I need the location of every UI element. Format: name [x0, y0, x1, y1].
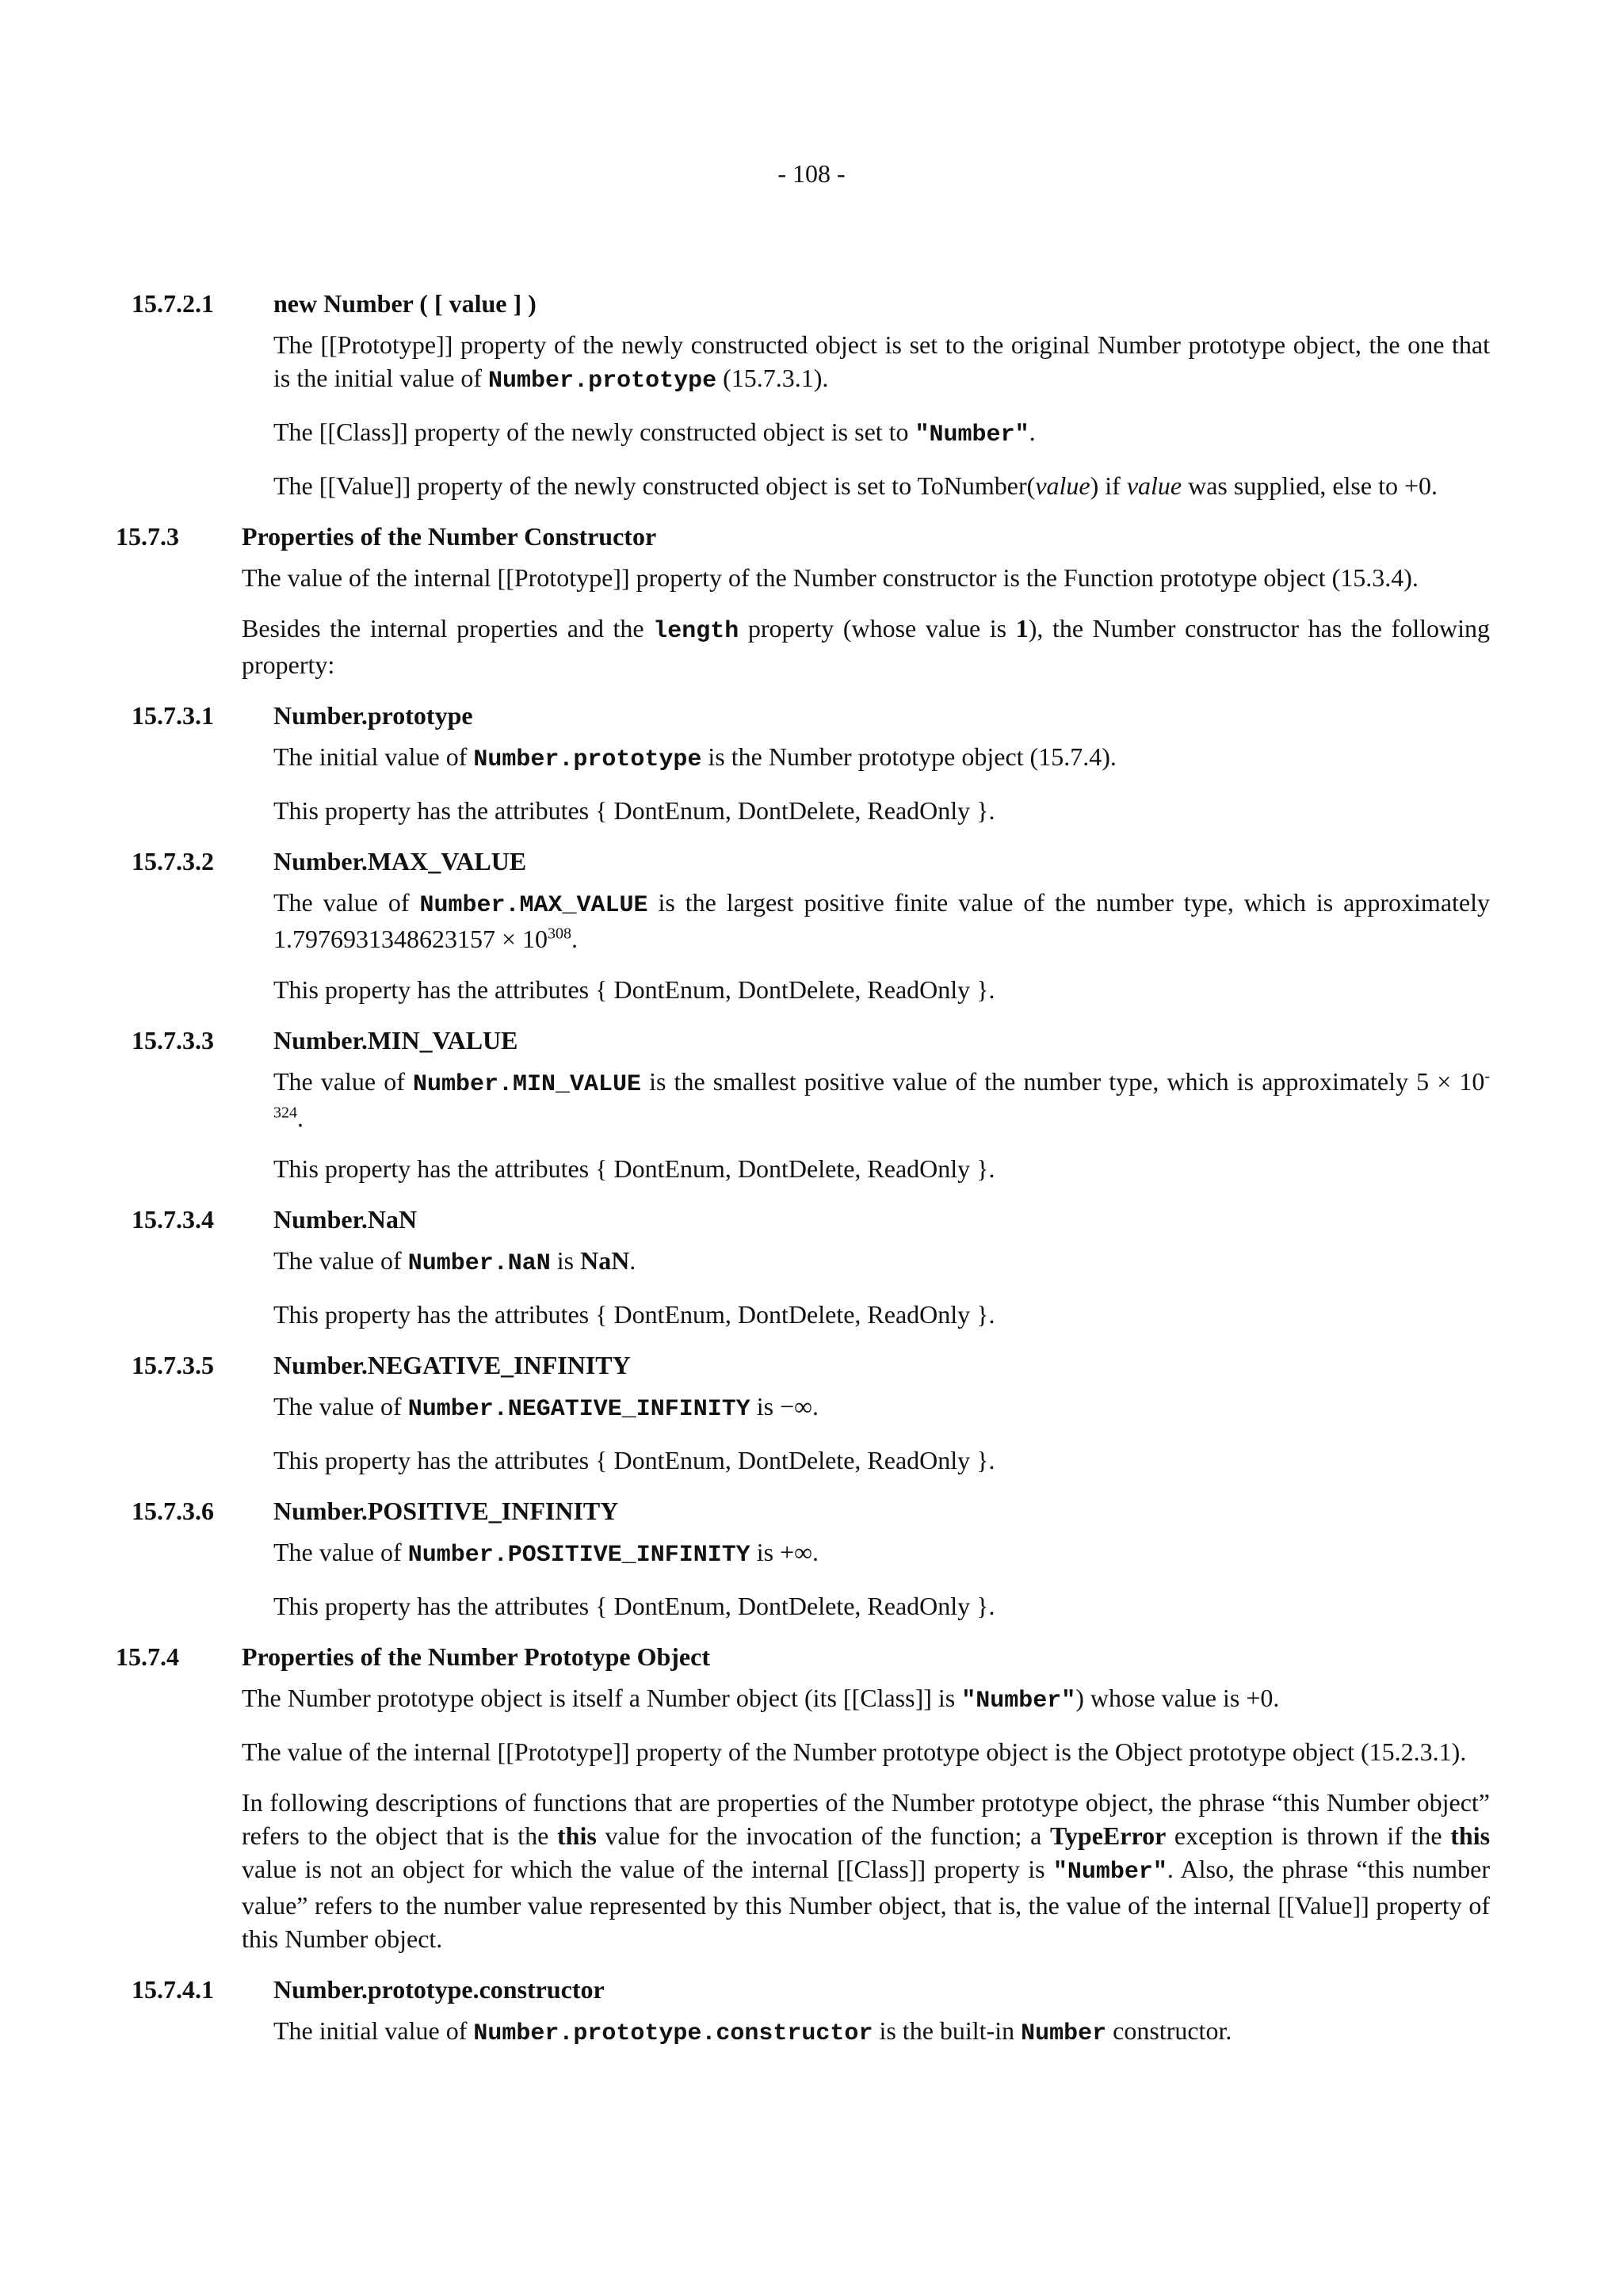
superscript: -324 — [273, 1067, 1491, 1122]
text-run: In following descriptions of functions that are properties of the Number prototype object, the phrase “this Number object” refers to the object that is the — [242, 1788, 1490, 1850]
section — [0, 1203, 1623, 1331]
text-run: The value of — [273, 1246, 408, 1275]
text-run: value is not an object for which the value of the internal [[Class]] property is — [242, 1855, 1053, 1883]
section-heading — [0, 1348, 1623, 1382]
text-run: . — [629, 1246, 636, 1275]
italic-text: value — [1035, 471, 1090, 500]
code-text: Number.NaN — [407, 1250, 551, 1277]
page-number: - 108 - — [777, 159, 846, 188]
text-run: The [[Prototype]] property of the newly constructed object is set to the original Number prototype object, the one that is the initial value of — [273, 330, 1490, 392]
bold-text: this — [557, 1821, 597, 1850]
section-number: 15.7.2.1 — [132, 289, 214, 318]
section — [0, 699, 1623, 827]
paragraph — [273, 1535, 1490, 1572]
code-text: Number.MIN_VALUE — [412, 1071, 642, 1098]
text-run: . Also, the phrase “this number value” refers to the number value represented by this Number object, that is, the value of the internal [[Value]] property of this Number object. — [242, 1855, 1491, 1953]
section — [0, 1973, 1623, 2050]
section-number: 15.7.4.1 — [132, 1975, 214, 2004]
section-title: Properties of the Number Constructor — [242, 522, 657, 551]
section-number: 15.7.3.1 — [132, 701, 214, 730]
text-run: This property has the attributes { DontEnum, DontDelete, ReadOnly }. — [273, 1300, 995, 1329]
code-text: Number.MAX_VALUE — [419, 892, 648, 919]
text-run: . — [297, 1104, 304, 1132]
bold-text: NaN — [580, 1246, 630, 1275]
paragraph — [242, 1786, 1490, 1955]
section-title: Properties of the Number Prototype Object — [242, 1642, 710, 1671]
text-run: is the Number prototype object (15.7.4). — [701, 742, 1117, 771]
section-title: Number.prototype.constructor — [273, 1975, 605, 2004]
text-run: This property has the attributes { DontEnum, DontDelete, ReadOnly }. — [273, 1154, 995, 1183]
text-run: is +∞. — [750, 1538, 819, 1566]
text-run: is — [550, 1246, 581, 1275]
paragraph — [242, 1681, 1490, 1718]
text-run: The [[Class]] property of the newly constructed object is set to — [273, 418, 915, 446]
paragraph — [273, 1152, 1490, 1185]
text-run: is the largest positive finite value of the number type, which is approximately 1.7976931348623157 × 10 — [273, 888, 1491, 953]
code-text: length — [653, 618, 739, 645]
paragraph — [242, 612, 1490, 681]
section-title: new Number ( [ value ] ) — [273, 289, 537, 318]
text-run: This property has the attributes { DontEnum, DontDelete, ReadOnly }. — [273, 796, 995, 825]
text-run: The Number prototype object is itself a Number object (its [[Class]] is — [242, 1684, 962, 1712]
section-heading — [0, 699, 1623, 732]
section-number: 15.7.3 — [116, 522, 179, 551]
section-number: 15.7.3.6 — [132, 1497, 214, 1525]
section-heading — [0, 1024, 1623, 1057]
paragraph — [273, 1589, 1490, 1623]
code-text: Number.POSITIVE_INFINITY — [407, 1542, 750, 1569]
paragraph — [273, 415, 1490, 452]
section — [0, 287, 1623, 502]
text-run: property (whose value is — [739, 614, 1016, 643]
section — [0, 1348, 1623, 1477]
section — [0, 1494, 1623, 1623]
paragraph — [273, 469, 1490, 502]
section — [0, 520, 1623, 681]
code-text: "Number" — [961, 1688, 1076, 1714]
section-heading — [0, 520, 1623, 553]
section-number: 15.7.3.2 — [132, 847, 214, 875]
section-title: Number.prototype — [273, 701, 473, 730]
section-heading — [0, 1494, 1623, 1527]
section — [0, 845, 1623, 1006]
section — [0, 1640, 1623, 1955]
paragraph — [242, 561, 1490, 594]
text-run: Besides the internal properties and the — [242, 614, 654, 643]
text-run: ), the Number constructor has the following property: — [242, 614, 1491, 679]
text-run: This property has the attributes { DontEnum, DontDelete, ReadOnly }. — [273, 975, 995, 1004]
text-run: was supplied, else to +0. — [1182, 471, 1438, 500]
section — [0, 1024, 1623, 1185]
code-text: "Number" — [1052, 1859, 1167, 1886]
superscript: 308 — [548, 925, 572, 943]
code-text: Number.prototype.constructor — [473, 2020, 873, 2047]
code-text: Number.NEGATIVE_INFINITY — [407, 1396, 750, 1423]
section-title: Number.NEGATIVE_INFINITY — [273, 1351, 631, 1379]
text-run: The value of the internal [[Prototype]] property of the Number prototype object is the Object prototype object (15.2.3.1). — [242, 1737, 1467, 1766]
section-title: Number.MAX_VALUE — [273, 847, 527, 875]
italic-text: value — [1126, 471, 1182, 500]
text-run: is the smallest positive value of the number type, which is approximately 5 × 10 — [641, 1067, 1485, 1096]
section-title: Number.POSITIVE_INFINITY — [273, 1497, 619, 1525]
text-run: The value of — [273, 888, 420, 917]
text-run: ) whose value is +0. — [1075, 1684, 1280, 1712]
text-run: The initial value of — [273, 742, 474, 771]
section-title: Number.NaN — [273, 1205, 418, 1234]
section-heading — [0, 1973, 1623, 2006]
paragraph — [273, 1065, 1490, 1135]
section-number: 15.7.4 — [116, 1642, 179, 1671]
text-run: is −∞. — [750, 1392, 819, 1421]
code-text: "Number" — [915, 421, 1029, 448]
text-run: This property has the attributes { DontEnum, DontDelete, ReadOnly }. — [273, 1446, 995, 1474]
text-run: The value of the internal [[Prototype]] property of the Number constructor is the Function prototype object (15.3.4). — [242, 563, 1419, 592]
document-body — [0, 287, 1623, 2068]
paragraph — [273, 886, 1490, 955]
text-run: The value of — [273, 1392, 408, 1421]
paragraph — [273, 1298, 1490, 1331]
text-run: The value of — [273, 1067, 413, 1096]
code-text: Number.prototype — [473, 746, 702, 773]
text-run: The [[Value]] property of the newly constructed object is set to ToNumber( — [273, 471, 1036, 500]
text-run: This property has the attributes { DontEnum, DontDelete, ReadOnly }. — [273, 1592, 995, 1620]
paragraph — [273, 794, 1490, 827]
paragraph — [273, 740, 1490, 776]
text-run: The initial value of — [273, 2016, 474, 2045]
section-heading — [0, 1203, 1623, 1236]
section-number: 15.7.3.4 — [132, 1205, 214, 1234]
text-run: exception is thrown if the — [1166, 1821, 1451, 1850]
text-run: ) if — [1090, 471, 1127, 500]
text-run: . — [1029, 418, 1036, 446]
paragraph — [273, 1444, 1490, 1477]
bold-text: this — [1450, 1821, 1491, 1850]
text-run: . — [571, 925, 579, 953]
section-number: 15.7.3.3 — [132, 1026, 214, 1055]
paragraph — [273, 973, 1490, 1006]
paragraph — [273, 328, 1490, 398]
code-text: Number.prototype — [488, 368, 717, 395]
code-text: Number — [1021, 2020, 1107, 2047]
text-run: is the built-in — [873, 2016, 1022, 2045]
section-heading — [0, 1640, 1623, 1673]
paragraph — [273, 1390, 1490, 1426]
section-number: 15.7.3.5 — [132, 1351, 214, 1379]
section-heading — [0, 845, 1623, 878]
text-run: The value of — [273, 1538, 408, 1566]
section-heading — [0, 287, 1623, 320]
bold-text: TypeError — [1049, 1821, 1167, 1850]
bold-text: 1 — [1015, 614, 1029, 643]
paragraph — [273, 2014, 1490, 2050]
text-run: constructor. — [1106, 2016, 1232, 2045]
text-run: (15.7.3.1). — [716, 364, 829, 392]
paragraph — [273, 1244, 1490, 1280]
paragraph — [242, 1735, 1490, 1768]
text-run: value for the invocation of the function; a — [596, 1821, 1050, 1850]
section-title: Number.MIN_VALUE — [273, 1026, 518, 1055]
